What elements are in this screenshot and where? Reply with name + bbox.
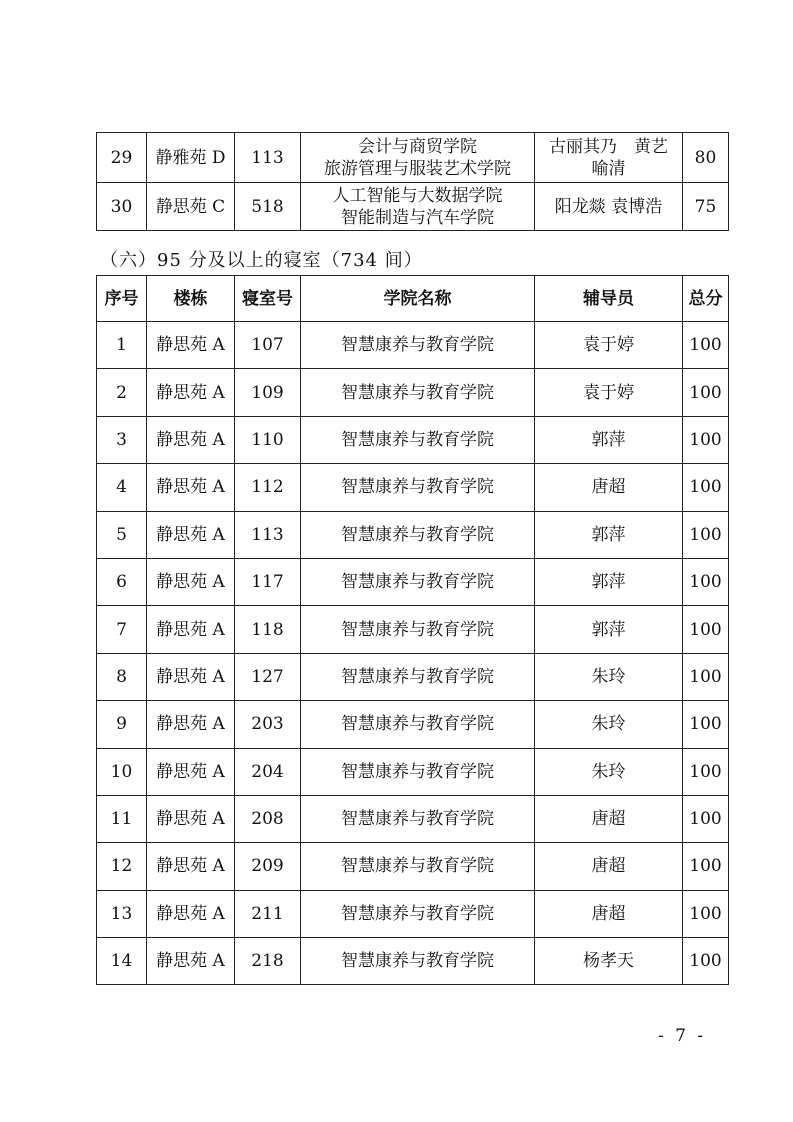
college-cell: 智慧康养与教育学院 xyxy=(301,369,535,416)
room-cell: 203 xyxy=(235,701,301,748)
building-cell: 静思苑 A xyxy=(147,653,235,700)
score-cell: 100 xyxy=(683,843,729,890)
building-cell: 静思苑 A xyxy=(147,464,235,511)
building-cell: 静思苑 A xyxy=(147,558,235,605)
room-cell: 118 xyxy=(235,606,301,653)
dormitory-table xyxy=(96,275,729,985)
score-cell: 100 xyxy=(683,322,729,369)
score-cell: 80 xyxy=(683,133,729,183)
room-cell: 218 xyxy=(235,938,301,985)
building-cell: 静思苑 A xyxy=(147,843,235,890)
table-row xyxy=(97,183,729,231)
room-cell: 113 xyxy=(235,133,301,183)
building-cell: 静思苑 A xyxy=(147,938,235,985)
building-cell: 静雅苑 D xyxy=(147,133,235,183)
table-row xyxy=(97,464,729,511)
seq-cell: 29 xyxy=(97,133,147,183)
table-row xyxy=(97,322,729,369)
score-cell: 100 xyxy=(683,701,729,748)
counselor-cell: 朱玲 xyxy=(535,701,683,748)
table-row xyxy=(97,748,729,795)
seq-cell: 12 xyxy=(97,843,147,890)
counselor-cell: 郭萍 xyxy=(535,416,683,463)
counselor-line: 古丽其乃 黄艺 xyxy=(549,136,668,157)
college-cell: 智慧康养与教育学院 xyxy=(301,558,535,605)
header-row xyxy=(97,276,729,322)
seq-cell: 1 xyxy=(97,322,147,369)
seq-cell: 11 xyxy=(97,795,147,842)
score-cell: 100 xyxy=(683,748,729,795)
header-counselor: 辅导员 xyxy=(535,276,683,322)
seq-cell: 30 xyxy=(97,183,147,231)
table-row xyxy=(97,701,729,748)
college-cell: 智慧康养与教育学院 xyxy=(301,890,535,937)
room-cell: 209 xyxy=(235,843,301,890)
section-title: （六）95 分及以上的寝室（734 间） xyxy=(100,250,423,271)
score-cell: 100 xyxy=(683,653,729,700)
seq-cell: 13 xyxy=(97,890,147,937)
counselor-cell: 唐超 xyxy=(535,890,683,937)
counselor-cell: 杨孝天 xyxy=(535,938,683,985)
building-cell: 静思苑 A xyxy=(147,369,235,416)
seq-cell: 14 xyxy=(97,938,147,985)
counselor-line: 喻清 xyxy=(591,158,626,179)
score-cell: 100 xyxy=(683,938,729,985)
seq-cell: 7 xyxy=(97,606,147,653)
room-cell: 113 xyxy=(235,511,301,558)
counselor-cell: 朱玲 xyxy=(535,748,683,795)
score-cell: 100 xyxy=(683,416,729,463)
college-cell: 智慧康养与教育学院 xyxy=(301,795,535,842)
room-cell: 208 xyxy=(235,795,301,842)
header-building: 楼栋 xyxy=(147,276,235,322)
table-row xyxy=(97,843,729,890)
room-cell: 109 xyxy=(235,369,301,416)
seq-cell: 9 xyxy=(97,701,147,748)
header-score: 总分 xyxy=(683,276,729,322)
college-cell: 智慧康养与教育学院 xyxy=(301,701,535,748)
score-cell: 100 xyxy=(683,511,729,558)
room-cell: 211 xyxy=(235,890,301,937)
score-cell: 100 xyxy=(683,369,729,416)
seq-cell: 10 xyxy=(97,748,147,795)
room-cell: 127 xyxy=(235,653,301,700)
college-cell: 智慧康养与教育学院 xyxy=(301,416,535,463)
college-cell xyxy=(301,183,535,231)
counselor-cell: 唐超 xyxy=(535,795,683,842)
room-cell: 107 xyxy=(235,322,301,369)
college-cell: 智慧康养与教育学院 xyxy=(301,653,535,700)
table-row xyxy=(97,653,729,700)
counselor-cell: 唐超 xyxy=(535,464,683,511)
room-cell: 518 xyxy=(235,183,301,231)
table-row xyxy=(97,938,729,985)
table-row xyxy=(97,133,729,183)
header-college: 学院名称 xyxy=(301,276,535,322)
room-cell: 110 xyxy=(235,416,301,463)
score-cell: 100 xyxy=(683,795,729,842)
table-row xyxy=(97,606,729,653)
room-cell: 204 xyxy=(235,748,301,795)
continued-table xyxy=(96,132,729,231)
header-seq: 序号 xyxy=(97,276,147,322)
college-cell: 智慧康养与教育学院 xyxy=(301,322,535,369)
building-cell: 静思苑 A xyxy=(147,322,235,369)
score-cell: 100 xyxy=(683,606,729,653)
counselor-cell: 唐超 xyxy=(535,843,683,890)
college-cell: 智慧康养与教育学院 xyxy=(301,606,535,653)
room-cell: 112 xyxy=(235,464,301,511)
room-cell: 117 xyxy=(235,558,301,605)
table-row xyxy=(97,511,729,558)
seq-cell: 2 xyxy=(97,369,147,416)
building-cell: 静思苑 A xyxy=(147,890,235,937)
counselor-cell: 郭萍 xyxy=(535,511,683,558)
building-cell: 静思苑 A xyxy=(147,416,235,463)
seq-cell: 8 xyxy=(97,653,147,700)
building-cell: 静思苑 C xyxy=(147,183,235,231)
building-cell: 静思苑 A xyxy=(147,511,235,558)
college-cell: 智慧康养与教育学院 xyxy=(301,464,535,511)
table-row xyxy=(97,890,729,937)
college-cell: 智慧康养与教育学院 xyxy=(301,938,535,985)
college-cell: 智慧康养与教育学院 xyxy=(301,748,535,795)
college-line: 智能制造与汽车学院 xyxy=(341,207,494,228)
counselor-cell: 朱玲 xyxy=(535,653,683,700)
counselor-cell xyxy=(535,183,683,231)
college-cell: 智慧康养与教育学院 xyxy=(301,843,535,890)
table-row xyxy=(97,416,729,463)
college-line: 人工智能与大数据学院 xyxy=(332,185,503,206)
college-cell xyxy=(301,133,535,183)
score-cell: 100 xyxy=(683,558,729,605)
college-line: 会计与商贸学院 xyxy=(358,136,477,157)
table-row xyxy=(97,558,729,605)
score-cell: 75 xyxy=(683,183,729,231)
counselor-cell: 袁于婷 xyxy=(535,369,683,416)
page-number: - 7 - xyxy=(658,1026,707,1046)
seq-cell: 5 xyxy=(97,511,147,558)
counselor-line: 阳龙燚 袁博浩 xyxy=(554,196,663,217)
building-cell: 静思苑 A xyxy=(147,701,235,748)
seq-cell: 3 xyxy=(97,416,147,463)
counselor-cell: 袁于婷 xyxy=(535,322,683,369)
counselor-cell: 郭萍 xyxy=(535,558,683,605)
table-row xyxy=(97,795,729,842)
counselor-cell: 郭萍 xyxy=(535,606,683,653)
header-room: 寝室号 xyxy=(235,276,301,322)
score-cell: 100 xyxy=(683,464,729,511)
table-row xyxy=(97,369,729,416)
college-line: 旅游管理与服装艺术学院 xyxy=(324,158,511,179)
score-cell: 100 xyxy=(683,890,729,937)
counselor-cell xyxy=(535,133,683,183)
college-cell: 智慧康养与教育学院 xyxy=(301,511,535,558)
building-cell: 静思苑 A xyxy=(147,795,235,842)
seq-cell: 6 xyxy=(97,558,147,605)
seq-cell: 4 xyxy=(97,464,147,511)
building-cell: 静思苑 A xyxy=(147,748,235,795)
building-cell: 静思苑 A xyxy=(147,606,235,653)
